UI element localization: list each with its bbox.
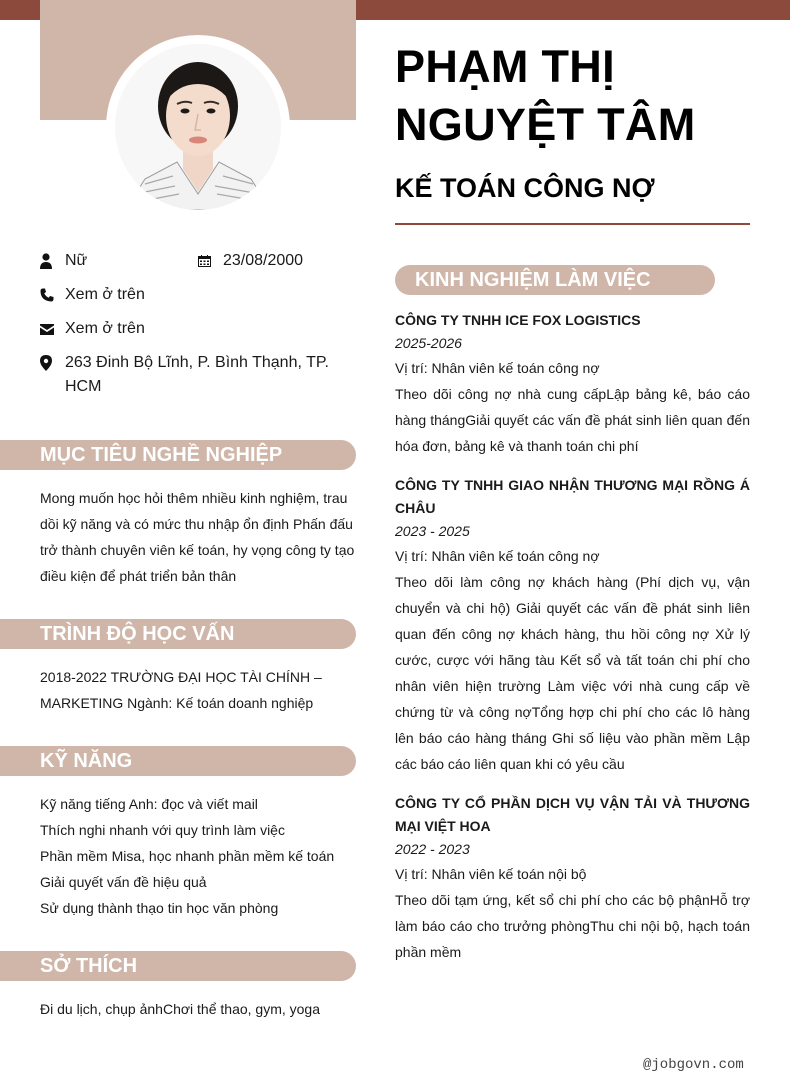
skill-item: Sử dụng thành thạo tin học văn phòng — [40, 900, 279, 916]
section-title: KỸ NĂNG — [40, 750, 133, 772]
portrait-photo-icon — [115, 44, 281, 210]
company-name: CÔNG TY TNHH GIAO NHẬN THƯƠNG MẠI RỒNG Á CHÂU — [395, 477, 750, 516]
user-icon — [40, 249, 65, 273]
job-period: 2025-2026 — [395, 335, 462, 351]
job-position: Vị trí: Nhân viên kế toán công nợ — [395, 548, 600, 564]
objective-text: Mong muốn học hỏi thêm nhiều kinh nghiệm, trau dồi kỹ năng và có mức thu nhập ổn định Phấn đấu trở thành chuyên viên kế toán, hy vọng công ty tạo điều kiện để phát triển bản thân — [40, 490, 355, 584]
name-line-1: PHẠM THỊ — [395, 41, 615, 92]
job-description: Theo dõi công nợ nhà cung cấpLập bảng kê, báo cáo hàng thángGiải quyết các vấn đề phát sinh liên quan đến hóa đơn, bảng kê và thanh toán chi phí — [395, 386, 750, 454]
job-entry — [395, 474, 750, 777]
watermark: @jobgovn.com — [643, 1057, 744, 1073]
skill-item: Thích nghi nhanh với quy trình làm việc — [40, 822, 285, 838]
gender-value: Nữ — [65, 252, 88, 269]
section-header-education — [0, 619, 356, 649]
phone-icon — [40, 283, 65, 307]
skill-item: Phần mềm Misa, học nhanh phần mềm kế toán — [40, 848, 335, 864]
contact-email — [40, 317, 145, 341]
skills-list — [40, 791, 356, 921]
section-title: TRÌNH ĐỘ HỌC VẤN — [40, 623, 235, 645]
contact-phone — [40, 283, 145, 307]
calendar-icon — [198, 249, 223, 273]
company-name: CÔNG TY TNHH ICE FOX LOGISTICS — [395, 312, 641, 328]
skill-item: Giải quyết vấn đề hiệu quả — [40, 874, 207, 890]
job-description: Theo dõi tạm ứng, kết sổ chi phí cho các bộ phậnHỗ trợ làm báo cáo cho trưởng phòngThu chi nội bộ, hạch toán phần mềm — [395, 892, 750, 960]
contact-gender — [40, 249, 87, 273]
section-header-objective — [0, 440, 356, 470]
name-line-2: NGUYỆT TÂM — [395, 99, 696, 150]
section-header-experience — [395, 265, 715, 295]
education-text: 2018-2022 TRƯỜNG ĐẠI HỌC TÀI CHÍNH – MARKETING Ngành: Kế toán doanh nghiệp — [40, 669, 322, 711]
hobbies-text: Đi du lịch, chụp ảnhChơi thể thao, gym, yoga — [40, 1001, 321, 1017]
section-header-hobbies — [0, 951, 356, 981]
job-entry — [395, 309, 750, 459]
job-position: Vị trí: Nhân viên kế toán công nợ — [395, 360, 600, 376]
job-description: Theo dõi làm công nợ khách hàng (Phí dịch vụ, vận chuyển và chi hộ) Giải quyết các vấn đề phát sinh liên quan đến công nợ khách hàng, thu hồi công nợ Xử lý cước, cược với hãng tàu Kết sổ và tất toán chi phí cho nhân viên hiện trường Làm việc với nhà cung cấp về chứng từ và công nợTổng hợp chi phí cho các lô hàng lên báo cáo hàng tháng Ghi số liệu vào phần mềm Lập các báo cáo liên quan khi có yêu cầu — [395, 574, 750, 772]
contact-address — [40, 351, 340, 399]
email-value: Xem ở trên — [65, 320, 145, 337]
title-divider — [395, 223, 750, 225]
job-period: 2023 - 2025 — [395, 523, 470, 539]
section-header-skills — [0, 746, 356, 776]
phone-value: Xem ở trên — [65, 286, 145, 303]
job-position: Vị trí: Nhân viên kế toán nội bộ — [395, 866, 587, 882]
birthday-value: 23/08/2000 — [223, 252, 304, 269]
job-entry — [395, 792, 750, 965]
mail-icon — [40, 317, 65, 341]
job-title: KẾ TOÁN CÔNG NỢ — [395, 173, 655, 203]
skill-item: Kỹ năng tiếng Anh: đọc và viết mail — [40, 796, 258, 812]
section-title: KINH NGHIỆM LÀM VIỆC — [415, 269, 651, 291]
address-value: 263 Đinh Bộ Lĩnh, P. Bình Thạnh, TP. HCM — [65, 354, 329, 395]
contact-birthday — [198, 249, 303, 273]
avatar — [115, 44, 281, 210]
section-title: MỤC TIÊU NGHỀ NGHIỆP — [40, 444, 283, 466]
map-pin-icon — [40, 351, 65, 375]
section-title: SỞ THÍCH — [40, 955, 138, 977]
company-name: CÔNG TY CỔ PHẦN DỊCH VỤ VẬN TẢI VÀ THƯƠNG MẠI VIỆT HOA — [395, 795, 750, 834]
job-period: 2022 - 2023 — [395, 841, 470, 857]
candidate-name — [395, 38, 755, 154]
